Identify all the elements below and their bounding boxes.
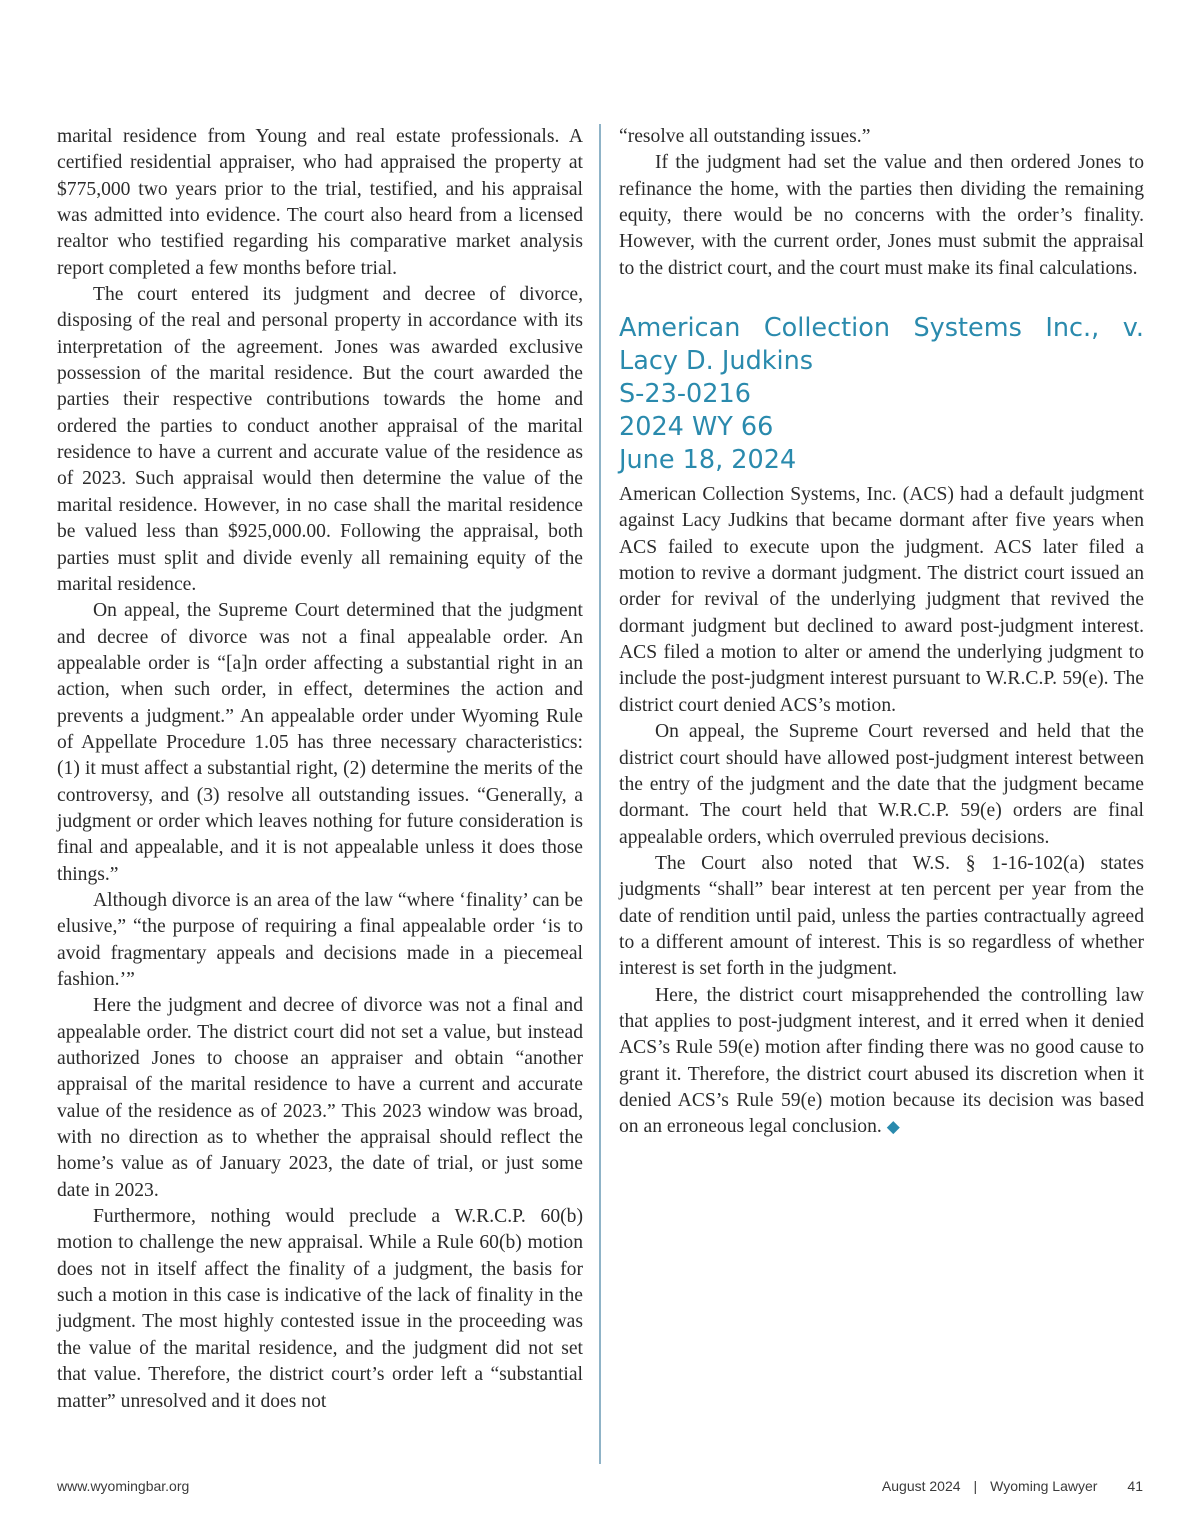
column-divider [599, 124, 601, 1464]
footer-publication: Wyoming Lawyer [990, 1478, 1098, 1494]
footer-separator: | [973, 1478, 978, 1494]
left-column [57, 124, 583, 1415]
case-paragraph-4-text: Here, the district court misapprehended the controlling law that applies to post-judgment interest, and it erred when it denied ACS’s Rule 59(e) motion after finding there was no good cause to grant it. Therefore, the district court abused its discretion when it denied ACS’s Rule 59(e) motion because its decision was based on an erroneous legal conclusion. [619, 984, 1144, 1138]
case-paragraph-1: American Collection Systems, Inc. (ACS) had a default judgment against Lacy Judkins that became dormant after five years when ACS failed to execute upon the judgment. ACS later filed a motion to revive a dormant judgment. The district court issued an order for revival of the underlying judgment that revived the dormant judgment but declined to award post-judgment interest. ACS filed a motion to alter or amend the underlying judgment to include the post-judgment interest pursuant to W.R.C.P. 59(e). The district court denied ACS’s motion. [619, 484, 1144, 716]
left-paragraph-5: Here the judgment and decree of divorce was not a final and appealable order. The district court did not set a value, but instead authorized Jones to choose an appraiser and obtain “another appraisal of the marital residence to have a current and accurate value of the residence as of 2023.” This 2023 window was broad, with no direction as to whether the appraisal should reflect the home’s value as of January 2023, the date of trial, or just some date in 2023. [57, 995, 583, 1201]
footer-info [882, 1476, 1143, 1496]
left-paragraph-1: marital residence from Young and real estate professionals. A certified residential appraiser, who had appraised the property at $775,000 two years prior to the trial, testified, and his appraisal was admitted into evidence. The court also heard from a licensed realtor who testified regarding his comparative market analysis report completed a few months before trial. [57, 126, 583, 279]
footer-page-number: 41 [1127, 1478, 1143, 1494]
case-paragraph-4 [619, 983, 1144, 1141]
case-title: American Collection Systems Inc., v. Lacy D. Judkins [619, 313, 1144, 377]
left-paragraph-4: Although divorce is an area of the law “where ‘finality’ can be elusive,” “the purpose of requiring a final appealable order ‘is to avoid fragmentary appeals and decisions made in a piecemeal fashion.’” [57, 889, 583, 990]
right-paragraph-1: “resolve all outstanding issues.” [619, 126, 871, 147]
left-paragraph-2: The court entered its judgment and decree of divorce, disposing of the real and personal property in accordance with its interpretation of the agreement. Jones was awarded exclusive possession of the marital residence. But the court awarded the parties their respective contributions towards the home and ordered the parties to conduct another appraisal of the marital residence to have a current and accurate value of the residence as of 2023. Such appraisal would then determine the value of the marital residence. However, in no case shall the marital residence be valued less than $925,000.00. Following the appraisal, both parties must split and divide evenly all remaining equity of the marital residence. [57, 284, 583, 595]
right-column [619, 124, 1144, 1141]
footer-website: www.wyomingbar.org [57, 1478, 190, 1494]
diamond-end-icon: ◆ [886, 1117, 900, 1138]
left-paragraph-6: Furthermore, nothing would preclude a W.R.C.P. 60(b) motion to challenge the new appraisal. While a Rule 60(b) motion does not in itself affect the finality of a judgment, the basis for such a motion in this case is indicative of the lack of finality in the judgment. The most highly contested issue in the proceeding was the value of the marital residence, and the judgment did not set that value. Therefore, the district court’s order left a “substantial matter” unresolved and it does not [57, 1206, 583, 1412]
case-heading [619, 312, 1144, 477]
footer-issue-date: August 2024 [881, 1478, 961, 1494]
left-paragraph-3: On appeal, the Supreme Court determined that the judgment and decree of divorce was not a final appealable order. An appealable order is “[a]n order affecting a substantial right in an action, when such order, in effect, determines the action and prevents a judgment.” An appealable order under Wyoming Rule of Appellate Procedure 1.05 has three necessary characteristics: (1) it must affect a substantial right, (2) determine the merits of the controversy, and (3) resolve all outstanding issues. “Generally, a judgment or order which leaves nothing for future consideration is final and appealable, and it is not appealable unless it does those things.” [57, 600, 583, 885]
case-paragraph-3: The Court also noted that W.S. § 1-16-102(a) states judgments “shall” bear interest at ten percent per year from the date of rendition until paid, unless the parties contractually agreed to a different amount of interest. This is so regardless of whether interest is set forth in the judgment. [619, 852, 1144, 980]
case-paragraph-2: On appeal, the Supreme Court reversed and held that the district court should have allowed post-judgment interest between the entry of the judgment and the date that the judgment became dormant. The court held that W.R.C.P. 59(e) orders are final appealable orders, which overruled previous decisions. [619, 721, 1144, 848]
right-paragraph-2: If the judgment had set the value and then ordered Jones to refinance the home, with the parties then dividing the remaining equity, there would be no concerns with the order’s finality. However, with the current order, Jones must submit the appraisal to the district court, and the court must make its final calculations. [619, 152, 1144, 279]
case-date: June 18, 2024 [619, 445, 797, 476]
case-citation: 2024 WY 66 [619, 412, 774, 443]
case-docket: S-23-0216 [619, 379, 751, 410]
